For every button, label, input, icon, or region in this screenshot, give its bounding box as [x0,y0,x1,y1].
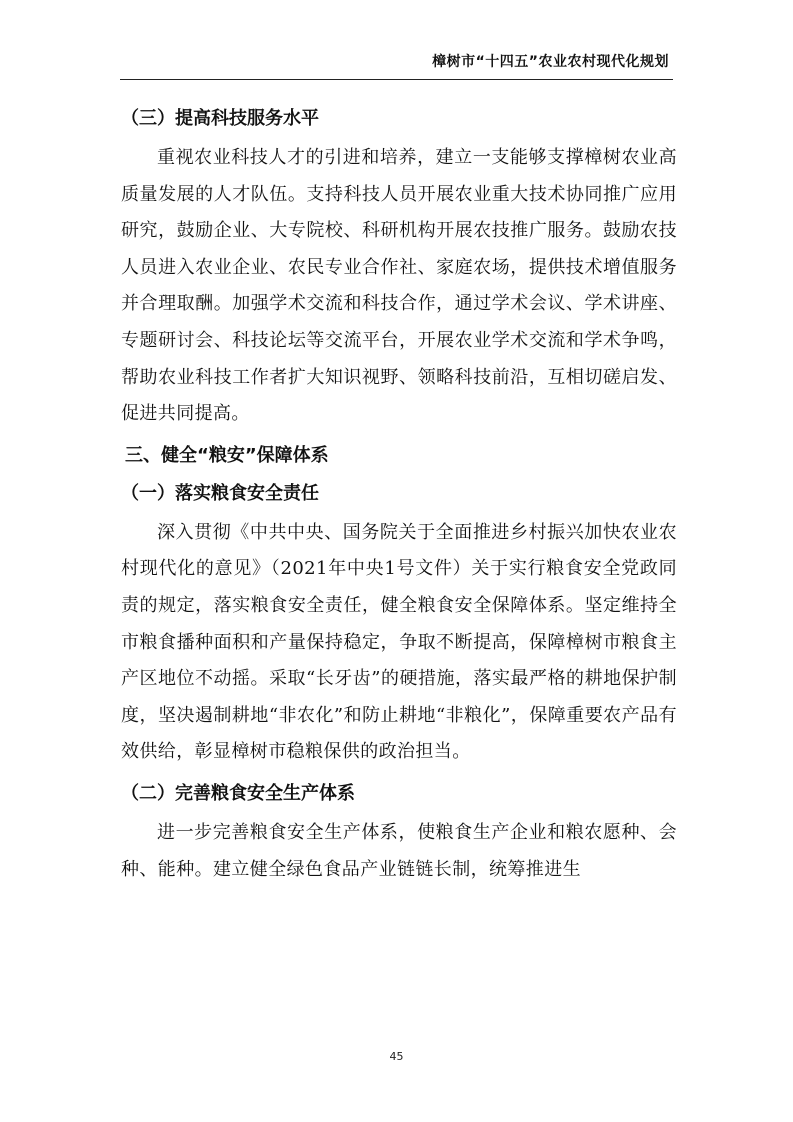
section-heading-tech-service: （三）提高科技服务水平 [121,108,319,129]
section-heading-grain-production: （二）完善粮食安全生产体系 [121,782,355,804]
section-heading-grain-responsibility: （一）落实粮食安全责任 [121,482,319,504]
page-number: 45 [389,1050,404,1063]
paragraph-grain-production: 进一步完善粮食安全生产体系，使粮食生产企业和粮农愿种、会种、能种。建立健全绿色食品产业链链长制，统筹推进生 [121,821,677,880]
document-body [121,100,677,892]
paragraph-tech-service: 重视农业科技人才的引进和培养，建立一支能够支撑樟树农业高质量发展的人才队伍。支持科技人员开展农业重大技术协同推广应用研究，鼓励企业、大专院校、科研机构开展农技推广服务。鼓励农技人员进入农业企业、农民专业合作社、家庭农场，提供技术增值服务并合理取酬。加强学术交流和科技合作，通过学术会议、学术讲座、专题研讨会、科技论坛等交流平台，开展农业学术交流和学术争鸣，帮助农业科技工作者扩大知识视野、领略科技前沿，互相切磋启发、促进共同提高。 [121,147,677,425]
page-header [120,30,673,80]
chapter-heading-grain-security: 三、健全“粮安”保障体系 [125,444,329,466]
header-title: 樟树市“十四五”农业农村现代化规划 [432,54,669,70]
paragraph-grain-responsibility: 深入贯彻《中共中央、国务院关于全面推进乡村振兴加快农业农村现代化的意见》（2021年中央1号文件）关于实行粮食安全党政同责的规定，落实粮食安全责任，健全粮食安全保障体系。坚定维持全市粮食播种面积和产量保持稳定，争取不断提高，保障樟树市粮食主产区地位不动摇。采取“长牙齿”的硬措施，落实最严格的耕地保护制度，坚决遏制耕地“非农化”和防止耕地“非粮化”，保障重要农产品有效供给，彰显樟树市稳粮保供的政治担当。 [121,521,677,763]
